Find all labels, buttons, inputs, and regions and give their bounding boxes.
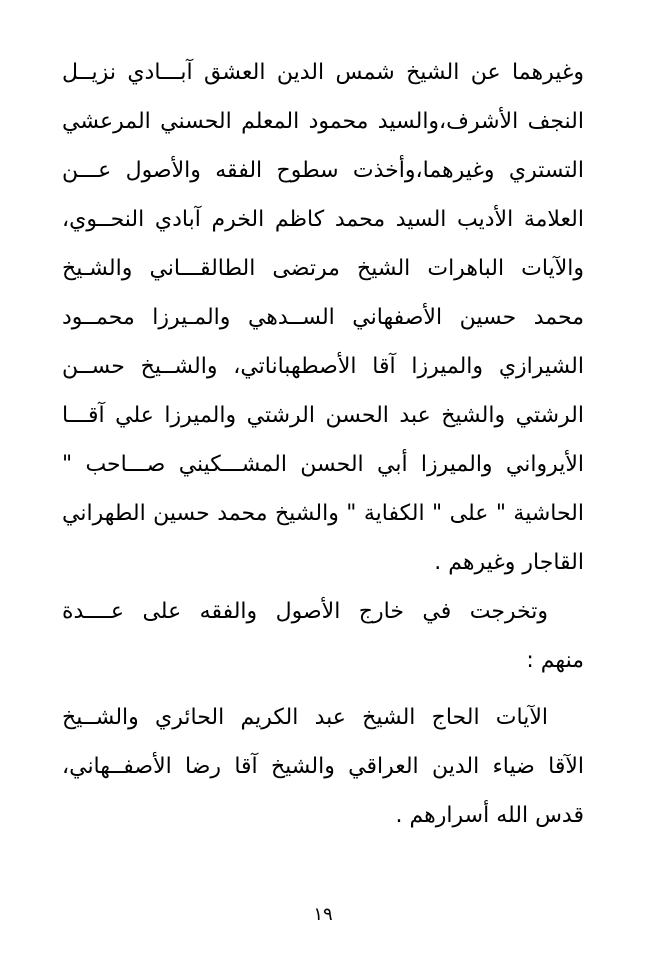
text-line: محمد حسين الأصفهاني الســدهي والمـيرزا محمــود bbox=[62, 305, 584, 330]
paragraph-gap bbox=[62, 685, 584, 693]
text-line: وتخرجت في خارج الأصول والفقه على عــــدة bbox=[62, 599, 548, 624]
text-line: وغيرهما عن الشيخ شمس الدين العشق آبـــادي نزيــل bbox=[62, 60, 584, 85]
paragraph-teachers bbox=[62, 48, 584, 587]
text-line: الآيات الحاج الشيخ عبد الكريم الحائري والشــيخ bbox=[62, 705, 548, 730]
text-line: والآيات الباهرات الشيخ مرتضى الطالقـــاني والشـيخ bbox=[62, 256, 584, 281]
text-line: الأيرواني والميرزا أبي الحسن المشـــكيني صـــاحب " bbox=[62, 452, 584, 477]
body-text bbox=[62, 48, 584, 840]
text-line: التستري وغيرهما،وأخذت سطوح الفقه والأصول عـــن bbox=[62, 158, 584, 183]
text-line: العلامة الأديب السيد محمد كاظم الخرم آبادي النحــوي، bbox=[62, 207, 584, 232]
text-line: منهم : bbox=[526, 648, 584, 673]
text-line: الحاشية " على " الكفاية " والشيخ محمد حسين الطهراني bbox=[62, 501, 584, 526]
text-line: قدس الله أسرارهم . bbox=[395, 803, 584, 828]
page-number: ١٩ bbox=[313, 904, 333, 925]
paragraph-scholars bbox=[62, 693, 584, 840]
paragraph-graduation bbox=[62, 587, 584, 685]
text-line: الآقا ضياء الدين العراقي والشيخ آقا رضا الأصفــهاني، bbox=[62, 754, 584, 779]
text-line: الرشتي والشيخ عبد الحسن الرشتي والميرزا علي آقـــا bbox=[62, 403, 584, 428]
text-line: القاجار وغيرهم . bbox=[434, 550, 584, 575]
text-line: الشيرازي والميرزا آقا الأصطهباناتي، والشــيخ حســن bbox=[62, 354, 584, 379]
text-line: النجف الأشرف،والسيد محمود المعلم الحسني المرعشي bbox=[62, 109, 584, 134]
